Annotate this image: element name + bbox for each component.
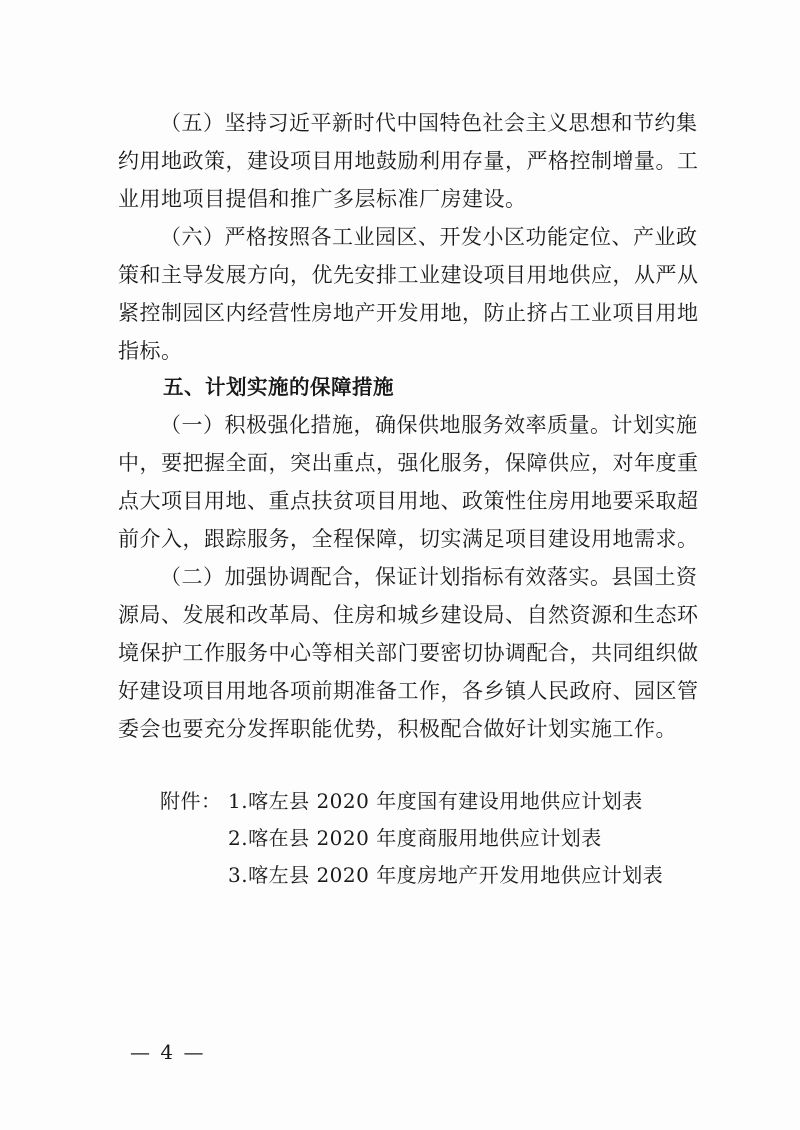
measure-two: [118, 558, 698, 748]
text-line: （一）积极强化措施，确保供地服务效率质量。计划实施: [160, 413, 698, 437]
text-line: 中，要把握全面，突出重点，强化服务，保障供应，对年度重: [118, 451, 699, 475]
text-line: 境保护工作服务中心等相关部门要密切协调配合，共同组织做: [118, 641, 699, 665]
text-line: 好建设项目用地各项前期准备工作，各乡镇人民政府、园区管: [118, 679, 699, 703]
attachments-label: 附件：: [160, 789, 222, 813]
page-number: — 4 —: [130, 1040, 206, 1064]
attachment-item: 1.喀左县 2020 年度国有建设用地供应计划表: [228, 789, 643, 813]
text-line: 委会也要充分发挥职能优势，积极配合做好计划实施工作。: [118, 717, 677, 741]
text-line: 约用地政策，建设项目用地鼓励利用存量，严格控制增量。工: [118, 149, 699, 173]
text-line: （五）坚持习近平新时代中国特色社会主义思想和节约集: [160, 111, 698, 135]
text-line: 业用地项目提倡和推广多层标准厂房建设。: [118, 187, 527, 211]
text-line: （六）严格按照各工业园区、开发小区功能定位、产业政: [160, 225, 698, 249]
attachment-item: 2.喀在县 2020 年度商服用地供应计划表: [228, 826, 602, 850]
paragraph-five: [118, 104, 698, 218]
attachment-item: 3.喀左县 2020 年度房地产开发用地供应计划表: [228, 863, 664, 887]
text-line: 点大项目用地、重点扶贫项目用地、政策性住房用地要采取超: [118, 489, 699, 513]
text-line: 指标。: [118, 339, 183, 363]
text-line: 前介入，跟踪服务，全程保障，切实满足项目建设用地需求。: [118, 527, 699, 551]
measure-one: [118, 406, 698, 558]
paragraph-six: [118, 218, 698, 370]
text-line: 源局、发展和改革局、住房和城乡建设局、自然资源和生态环: [118, 603, 699, 627]
text-line: 紧控制园区内经营性房地产开发用地，防止挤占工业项目用地: [118, 301, 699, 325]
text-line: 策和主导发展方向，优先安排工业建设项目用地供应，从严从: [118, 263, 699, 287]
section-heading: 五、计划实施的保障措施: [163, 375, 394, 399]
text-line: （二）加强协调配合，保证计划指标有效落实。县国土资: [160, 565, 698, 589]
